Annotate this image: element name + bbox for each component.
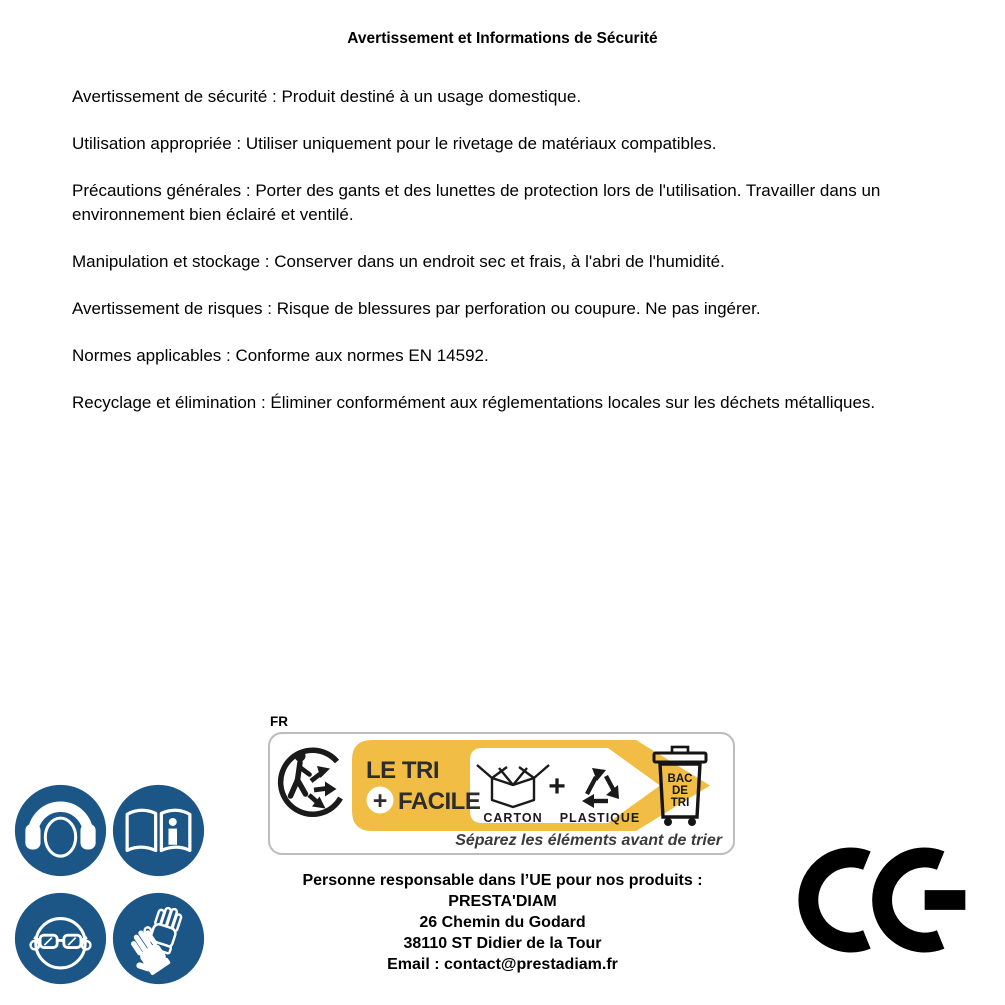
paragraph-recycling: Recyclage et élimination : Éliminer conformément aux réglementations locales sur les déchets métalliques. [72,393,876,412]
responsible-heading: Personne responsable dans l’UE pour nos produits : [302,872,703,889]
paragraph-safety-warning: Avertissement de sécurité : Produit destiné à un usage domestique. [72,87,582,106]
email-line: Email : contact@prestadiam.fr [387,956,618,973]
address-line2: 38110 ST Didier de la Tour [403,935,602,952]
carton-label: CARTON [483,811,543,825]
triman-icon [281,750,341,814]
read-instruction-manual-icon [111,783,206,878]
paragraph-general-precautions: Précautions générales : Porter des gants et des lunettes de protection lors de l'utilisation. Travailler dans un environnement bien éclairé et ventilé. [72,181,881,224]
bin-label-line3: TRI [670,797,690,809]
paragraph-handling-storage: Manipulation et stockage : Conserver dans un endroit sec et frais, à l'abri de l'humidité. [72,252,725,271]
recycling-info-label [268,714,735,855]
tri-facile-box [268,732,735,855]
plastique-label: PLASTIQUE [559,811,641,825]
facile-label: FACILE [398,788,481,815]
company-name: PRESTA'DIAM [448,893,557,910]
sort-caption: Séparez les éléments avant de trier [455,832,722,849]
address-line1: 26 Chemin du Godard [419,914,586,931]
plus-sign: + [548,770,566,803]
plus-badge: + [372,787,388,815]
paragraph-appropriate-use: Utilisation appropriée : Utiliser uniquement pour le rivetage de matériaux compatibles. [72,134,717,153]
paragraph-risk-warning: Avertissement de risques : Risque de blessures par perforation ou coupure. Ne pas ingérer. [72,299,761,318]
le-tri-label: LE TRI [366,757,439,784]
paragraph-standards: Normes applicables : Conforme aux normes EN 14592. [72,346,489,365]
wear-ear-protection-icon [13,783,108,878]
safety-paragraphs [72,85,940,438]
bin-label-line2: DE [672,785,688,797]
page-title: Avertissement et Informations de Sécurité [347,30,658,47]
ce-marking-icon [797,845,971,960]
bin-label-line1: BAC [667,773,693,785]
country-code-label: FR [270,714,288,729]
